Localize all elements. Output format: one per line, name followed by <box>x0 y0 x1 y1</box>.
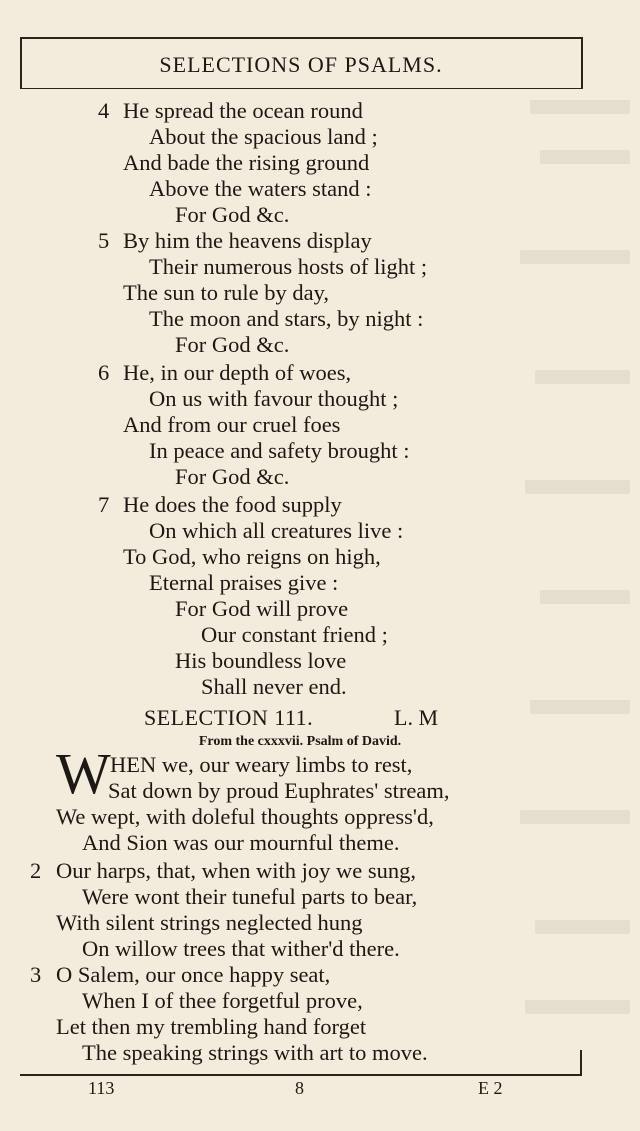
verse-line: Above the waters stand : <box>149 176 372 201</box>
stanza-number: 7 <box>98 492 110 517</box>
verse-line: To God, who reigns on high, <box>123 544 381 569</box>
stanza-number: 3 <box>30 962 42 987</box>
gathering-number: 8 <box>295 1078 304 1098</box>
verse-line: And from our cruel foes <box>123 412 341 437</box>
verse-line: Their numerous hosts of light ; <box>149 254 428 279</box>
stanza-number: 2 <box>30 858 42 883</box>
verse-line: Shall never end. <box>201 674 347 699</box>
selection-source: From the cxxxvii. Psalm of David. <box>198 734 402 749</box>
stanza-number: 6 <box>98 360 110 385</box>
verse-line: He spread the ocean round <box>123 98 363 123</box>
verse-line: His boundless love <box>175 648 347 673</box>
bleed-through <box>500 90 640 1050</box>
stanza-number: 4 <box>98 98 110 123</box>
verse-line: By him the heavens display <box>123 228 372 253</box>
verse-line: In peace and safety brought : <box>149 438 410 463</box>
verse-line: HEN we, our weary limbs to rest, <box>110 752 413 777</box>
header-bottom-rule <box>20 88 583 89</box>
verse-line: And bade the rising ground <box>123 150 370 175</box>
verse-line: Let then my trembling hand forget <box>56 1014 367 1039</box>
verse-line: The moon and stars, by night : <box>149 306 424 331</box>
verse-line: On which all creatures live : <box>149 518 404 543</box>
verse-line: And Sion was our mournful theme. <box>82 830 400 855</box>
verse-line: On us with favour thought ; <box>149 386 399 411</box>
signature-mark: E 2 <box>478 1078 503 1098</box>
header-right-rule <box>581 37 583 89</box>
page-title: SELECTIONS OF PSALMS. <box>159 52 443 77</box>
verse-line: Our constant friend ; <box>201 622 388 647</box>
verse-line: On willow trees that wither'd there. <box>82 936 400 961</box>
verse-line: For God &c. <box>175 202 290 227</box>
verse-line: The sun to rule by day, <box>123 280 329 305</box>
bottom-rule <box>20 1074 582 1076</box>
verse-line: Were wont their tuneful parts to bear, <box>82 884 418 909</box>
page-number: 113 <box>88 1078 115 1098</box>
bottom-rule-right-tick <box>580 1050 582 1076</box>
verse-line: For God will prove <box>175 596 349 621</box>
verse-line: He does the food supply <box>123 492 342 517</box>
drop-cap: W <box>56 741 111 806</box>
verse-line: Our harps, that, when with joy we sung, <box>56 858 416 883</box>
verse-line: He, in our depth of woes, <box>123 360 352 385</box>
verse-line: The speaking strings with art to move. <box>82 1040 428 1065</box>
verse-line: O Salem, our once happy seat, <box>56 962 331 987</box>
selection-heading: SELECTION 111. <box>144 705 314 730</box>
verse-line: With silent strings neglected hung <box>56 910 363 935</box>
verse-line: For God &c. <box>175 332 290 357</box>
verse-line: We wept, with doleful thoughts oppress'd, <box>56 804 434 829</box>
verse-line: Sat down by proud Euphrates' stream, <box>108 778 450 803</box>
stanza-number: 5 <box>98 228 110 253</box>
top-rule <box>20 37 583 39</box>
selection-meter: L. M <box>394 705 438 730</box>
verse-line: For God &c. <box>175 464 290 489</box>
verse-line: Eternal praises give : <box>149 570 339 595</box>
verse-line: When I of thee forgetful prove, <box>82 988 363 1013</box>
verse-line: About the spacious land ; <box>149 124 378 149</box>
